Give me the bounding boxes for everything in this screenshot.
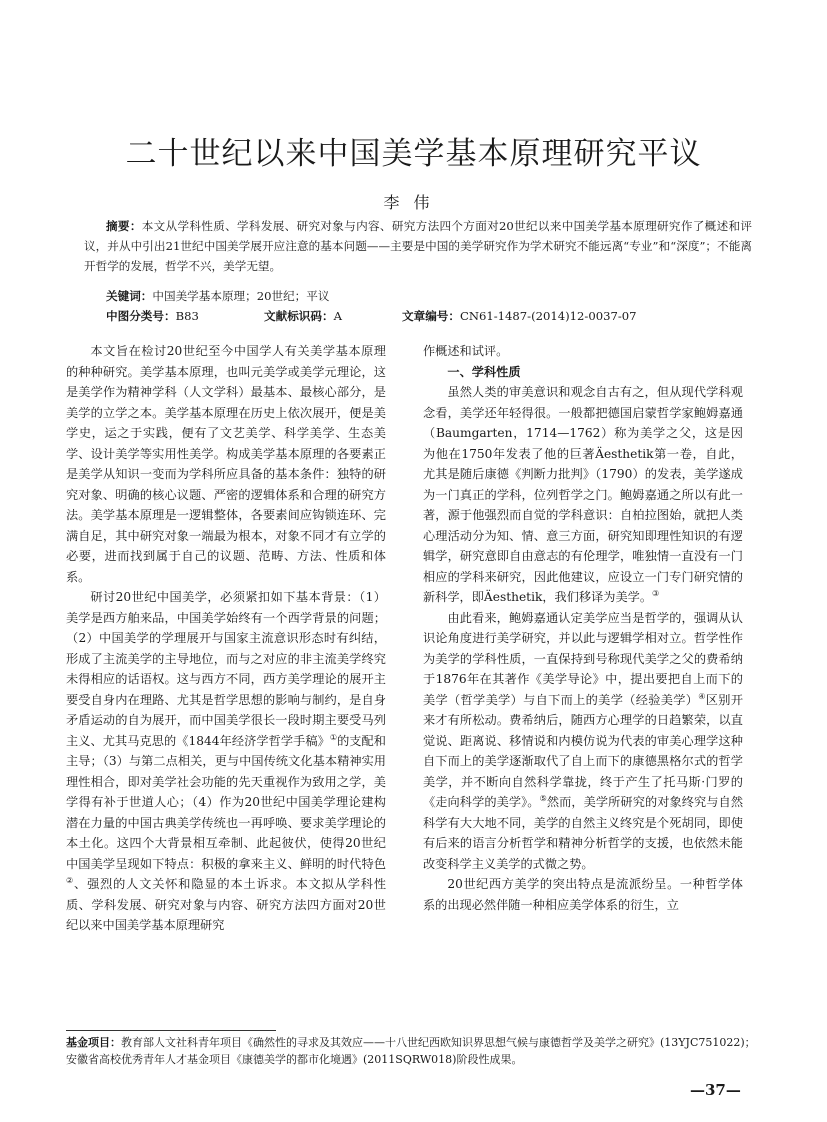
body-paragraph: 虽然人类的审美意识和观念自古有之，但从现代学科观念看，美学还年轻得很。一般都把德国启蒙哲学家鲍姆嘉通（Baumgarten，1714—1762）称为美学之父，这是因为他在1750年发表了他的巨著Äesthetik第一卷，自此，尤其是随后康德《判断力批判》（1790）的发表，美学遂成为一门真正的学科，位列哲学之门。鲍姆嘉通之所以有此一著，源于他强烈而自觉的学科意识：自柏拉图始，就把人类心理活动分为知、情、意三方面，研究知即理性知识的有逻辑学，研究意即自由意志的有伦理学，唯独情一直没有一门相应的学科来研究，因此他建议，应设立一门专门研究情的新科学，即Äesthetik，我们移译为美学。③	[423, 385, 743, 604]
footnote-mark: ①	[329, 732, 338, 742]
keywords-text: 中国美学基本原理；20世纪；平议	[152, 289, 330, 303]
page-number: —37—	[690, 1081, 741, 1099]
left-column	[66, 341, 386, 936]
clc-label: 中图分类号：	[106, 309, 176, 323]
clc-value: B83	[175, 309, 199, 323]
doc-code-value: A	[333, 309, 342, 323]
abstract-label: 摘要：	[106, 219, 142, 233]
body-paragraph: 本文旨在检讨20世纪至今中国学人有关美学基本原理的种种研究。美学基本原理，也叫元美学或美学元理论，这是美学作为精神学科（人文学科）最基本、最核心部分，是美学的立学之本。美学基本原理在历史上依次展开，便是美学史，运之于实践，便有了文艺美学、科学美学、生态美学、设计美学等实用性美学。构成美学基本原理的各要素正是美学从知识一变而为学科所应具备的基本条件：独特的研究对象、明确的核心议题、严密的逻辑体系和合理的研究方法。美学基本原理是一逻辑整体，各要素间应钩锁连环、完满自足，其中研究对象一端最为根本，对象不同才有立学的必要，进而找到属于自己的议题、范畴、方法、性质和体系。	[66, 344, 386, 584]
footnote-text: 教育部人文社科青年项目《确然性的寻求及其效应——十八世纪西欧知识界思想气候与康德哲学及美学之研究》(13YJC751022)；安徽省高校优秀青年人才基金项目《康德美学的都市化境遇》(2011SQRW018)阶段性成果。	[66, 1036, 756, 1066]
article-no-label: 文章编号：	[402, 309, 460, 323]
clc-field	[106, 306, 199, 326]
section-heading: 一、学科性质	[447, 364, 521, 379]
footnote-mark: ⑤	[539, 793, 547, 803]
abstract-text: 本文从学科性质、学科发展、研究对象与内容、研究方法四个方面对20世纪以来中国美学基本原理研究作了概述和评议，并从中引出21世纪中国美学展开应注意的基本问题——主要是中国的美学研究作为学术研究不能远离“专业”和“深度”；不能离开哲学的发展，哲学不兴，美学无望。	[84, 219, 752, 273]
funding-footnote	[66, 1034, 756, 1068]
footnote-mark: ④	[698, 691, 706, 701]
body-paragraph: 20世纪西方美学的突出特点是流派纷呈。一种哲学体系的出现必然伴随一种相应美学体系的衍生，立	[423, 877, 743, 912]
footnote-mark: ②	[66, 875, 75, 885]
doc-code-field	[264, 306, 342, 326]
right-column	[423, 341, 743, 915]
article-no-value: CN61-1487-(2014)12-0037-07	[459, 309, 637, 323]
footnote-label: 基金项目：	[66, 1036, 121, 1049]
body-paragraph: 由此看来，鲍姆嘉通认定美学应当是哲学的，强调从认识论角度进行美学研究，并以此与逻辑学相对立。哲学性作为美学的学科性质，一直保持到号称现代美学之父的费希纳于1876年在其著作《美学导论》中，提出要把自上而下的美学（哲学美学）与自下而上的美学（经验美学）④区别开来才有所松动。费希纳后，随西方心理学的日趋繁荣，以直觉说、距离说、移情说和内模仿说为代表的审美心理学这种自下而上的美学逐渐取代了自上而下的康德黑格尔式的哲学美学，并不断向自然科学靠拢，终于产生了托马斯·门罗的《走向科学的美学》。⑤然而，美学所研究的对象终究与自然科学有大大地不同，美学的自然主义终究是个死胡同，即使有后来的语言分析哲学和精神分析哲学的支援，也依然未能改变科学主义美学的式微之势。	[423, 610, 744, 871]
body-paragraph: 作概述和试评。	[423, 344, 509, 358]
footnote-divider	[66, 1030, 276, 1031]
abstract	[84, 216, 752, 276]
body-paragraph: 研讨20世纪中国美学，必须紧扣如下基本背景：（1）美学是西方舶来品，中国美学始终有一个西学背景的问题；（2）中国美学的学理展开与国家主流意识形态时有纠结，形成了主流美学的主导地位，而与之对应的非主流美学终究未得相应的话语权。这与西方不同，西方美学理论的展开主要受自身内在理路、尤其是哲学思想的影响与制约，是自身矛盾运动的自为展开，而中国美学很长一段时期主要受马列主义、尤其马克思的《1844年经济学哲学手稿》①的支配和主导；（3）与第二点相关，更与中国传统文化基本精神实用理性相合，即对美学社会功能的先天重视作为致用之学，美学得有补于世道人心；（4）作为20世纪中国美学理论建构潜在力量的中国古典美学传统也一再呼唤、要求美学理论的本土化。这四个大背景相互牵制、此起彼伏，使得20世纪中国美学呈现如下特点：积极的拿来主义、鲜明的时代特色②、强烈的人文关怀和隐显的本土诉求。本文拟从学科性质、学科发展、研究对象与内容、研究方法四方面对20世纪以来中国美学基本原理研究	[66, 590, 387, 932]
author-name: 李伟	[383, 193, 444, 212]
doc-code-label: 文献标识码：	[264, 309, 334, 323]
keywords	[106, 286, 329, 306]
footnote-mark: ③	[652, 588, 660, 598]
article-no-field	[402, 306, 637, 326]
keywords-label: 关键词：	[106, 289, 153, 303]
paper-title: 二十世纪以来中国美学基本原理研究平议	[125, 136, 702, 172]
